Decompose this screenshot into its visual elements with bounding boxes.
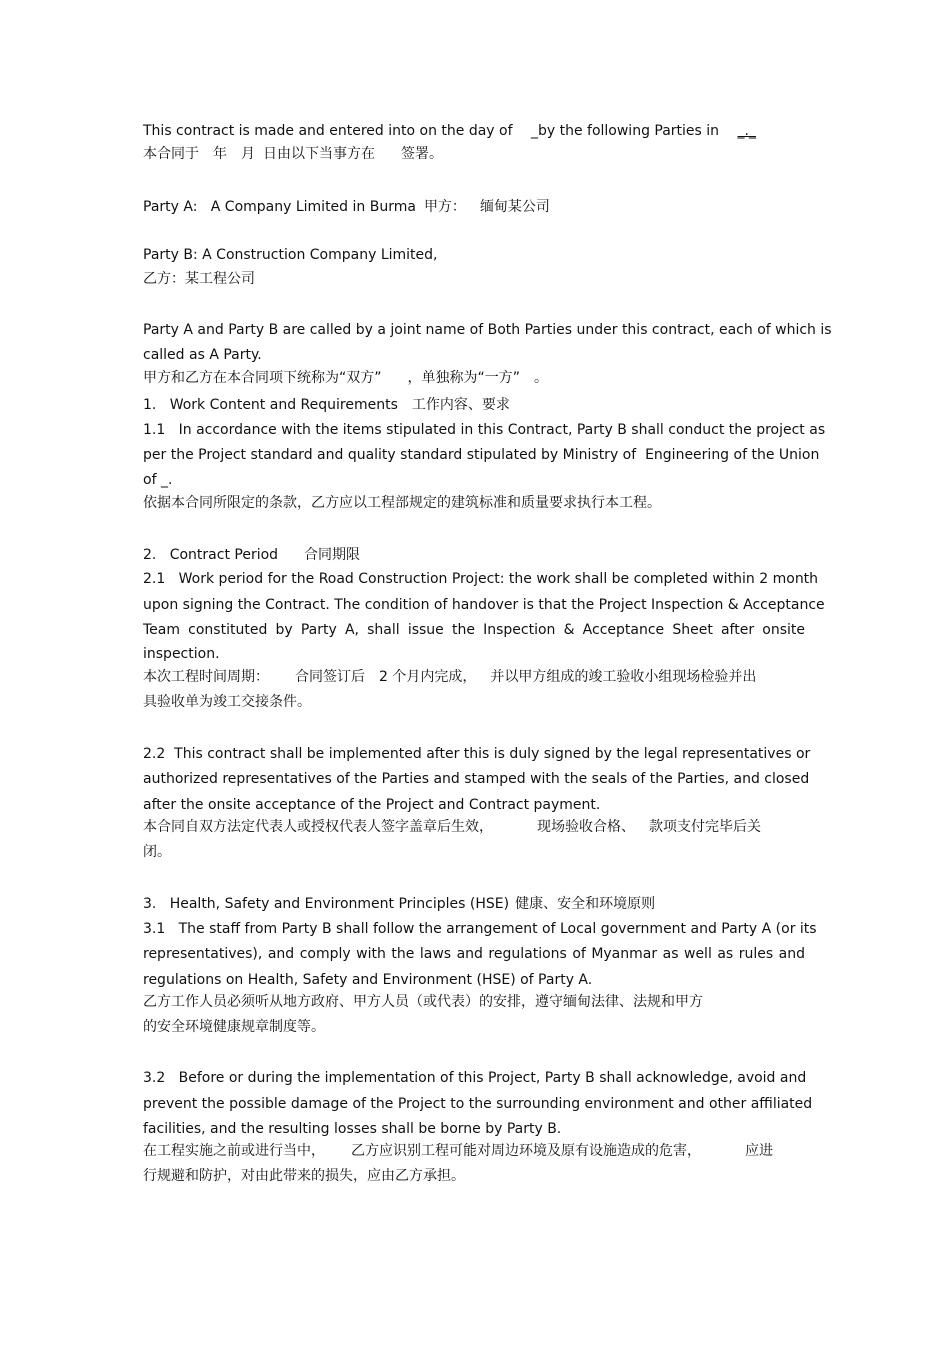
clause-2-1-line-3: Team constituted by Party A, shall issue the Inspection & Acceptance Sheet after onsite <box>143 622 805 638</box>
clause-1-1-line-1: 1.1 In accordance with the items stipulated in this Contract, Party B shall conduct the project as <box>143 422 826 438</box>
intro-zh-sign: 签署。 <box>401 146 443 162</box>
clause-2-1-zh-c: 2 个月内完成， <box>379 669 477 685</box>
clause-2-2-zh-line-2: 闭。 <box>143 844 171 860</box>
clause-2-1-line-2: upon signing the Contract. The condition of handover is that the Project Inspection & Acceptance <box>143 597 825 613</box>
section-2-heading <box>143 546 360 564</box>
both-zh-c: 。 <box>534 370 549 386</box>
clause-2-2-zh-c: 款项支付完毕后关 <box>649 819 761 835</box>
clause-1-1-line-3: of _. <box>143 472 173 488</box>
clause-2-2-zh-a: 本合同自双方法定代表人或授权代表人签字盖章后生效， <box>143 819 493 835</box>
intro-en-pre: This contract is made and entered into on the day of <box>143 123 517 139</box>
clause-3-1-zh-line-1: 乙方工作人员必须听从地方政府、甲方人员（或代表）的安排，遵守缅甸法律、法规和甲方 <box>143 994 703 1010</box>
clause-3-2-zh-b: 乙方应识别工程可能对周边环境及原有设施造成的危害， <box>351 1143 701 1159</box>
section-3-heading-zh: 健康、安全和环境原则 <box>515 896 656 912</box>
clause-3-2-line-3: facilities, and the resulting losses shall be borne by Party B. <box>143 1121 562 1137</box>
both-zh-b: ，单独称为“一方” <box>407 370 521 386</box>
clause-2-2-line-1: 2.2 This contract shall be implemented after this is duly signed by the legal representatives or <box>143 746 811 762</box>
date-blank: _ <box>530 123 538 139</box>
clause-3-2-zh-line-2: 行规避和防护，对由此带来的损失，应由乙方承担。 <box>143 1168 465 1184</box>
intro-en-line <box>143 122 756 140</box>
party-b-zh: 乙方：某工程公司 <box>143 271 255 287</box>
party-a-line <box>143 198 550 216</box>
intro-zh-year: 年 <box>213 146 227 162</box>
place-blank: _._ <box>737 123 756 139</box>
clause-2-1-zh-d: 并以甲方组成的竣工验收小组现场检验并出 <box>490 669 757 685</box>
clause-3-2-zh-a: 在工程实施之前或进行当中， <box>143 1143 325 1159</box>
party-a-zh-name: 缅甸某公司 <box>479 199 550 215</box>
section-1-heading <box>143 396 510 414</box>
clause-3-2-line-1: 3.2 Before or during the implementation of this Project, Party B shall acknowledge, avoid and <box>143 1070 807 1086</box>
clause-3-2-zh-line-1 <box>143 1142 773 1160</box>
intro-zh-line <box>143 145 443 163</box>
clause-2-1-zh-line-1 <box>143 668 756 686</box>
clause-3-2-line-2: prevent the possible damage of the Project to the surrounding environment and other affiliated <box>143 1096 813 1112</box>
clause-2-1-zh-b: 合同签订后 <box>295 669 365 685</box>
section-2-heading-en: 2. Contract Period <box>143 547 279 563</box>
both-en-2: called as A Party. <box>143 347 262 363</box>
intro-en-mid: by the following Parties in <box>537 123 724 139</box>
intro-zh-a: 本合同于 <box>143 146 199 162</box>
clause-3-1-line-3: regulations on Health, Safety and Environment (HSE) of Party A. <box>143 972 593 988</box>
party-a-en: Party A: A Company Limited in Burma <box>143 199 416 215</box>
clause-2-1-zh-a: 本次工程时间周期： <box>143 669 269 685</box>
clause-2-1-zh-line-2: 具验收单为竣工交接条件。 <box>143 694 311 710</box>
section-1-heading-zh: 工作内容、要求 <box>411 397 510 413</box>
section-3-heading-en: 3. Health, Safety and Environment Principles (HSE) <box>143 896 510 912</box>
clause-3-1-zh-line-2: 的安全环境健康规章制度等。 <box>143 1019 325 1035</box>
clause-3-1-line-2: representatives), and comply with the laws and regulations of Myanmar as well as rules and <box>143 946 805 962</box>
clause-2-1-line-4: inspection. <box>143 646 220 662</box>
both-zh-line <box>143 369 548 387</box>
section-1-heading-en: 1. Work Content and Requirements <box>143 397 398 413</box>
clause-3-1-line-1: 3.1 The staff from Party B shall follow the arrangement of Local government and Party A (or its <box>143 921 817 937</box>
clause-3-2-zh-c: 应进 <box>745 1143 773 1159</box>
party-b-en: Party B: A Construction Company Limited, <box>143 247 438 263</box>
clause-2-2-zh-line-1 <box>143 818 761 836</box>
clause-2-1-line-1: 2.1 Work period for the Road Construction Project: the work shall be completed within 2 month <box>143 571 819 587</box>
clause-1-1-line-2: per the Project standard and quality standard stipulated by Ministry of Engineering of the Union <box>143 447 820 463</box>
both-zh-a: 甲方和乙方在本合同项下统称为“双方” <box>143 370 382 386</box>
both-en-1: Party A and Party B are called by a joint name of Both Parties under this contract, each of which is <box>143 322 832 338</box>
intro-zh-month: 月 <box>241 146 255 162</box>
clause-2-2-zh-b: 现场验收合格、 <box>537 819 635 835</box>
party-a-zh-label: 甲方： <box>423 199 466 215</box>
section-2-heading-zh: 合同期限 <box>304 547 361 563</box>
clause-1-1-zh: 依据本合同所限定的条款，乙方应以工程部规定的建筑标准和质量要求执行本工程。 <box>143 495 661 511</box>
section-3-heading <box>143 895 655 913</box>
clause-2-2-line-2: authorized representatives of the Parties and stamped with the seals of the Parties, and closed <box>143 771 810 787</box>
intro-zh-d: 日由以下当事方在 <box>263 146 375 162</box>
clause-2-2-line-3: after the onsite acceptance of the Project and Contract payment. <box>143 797 601 813</box>
